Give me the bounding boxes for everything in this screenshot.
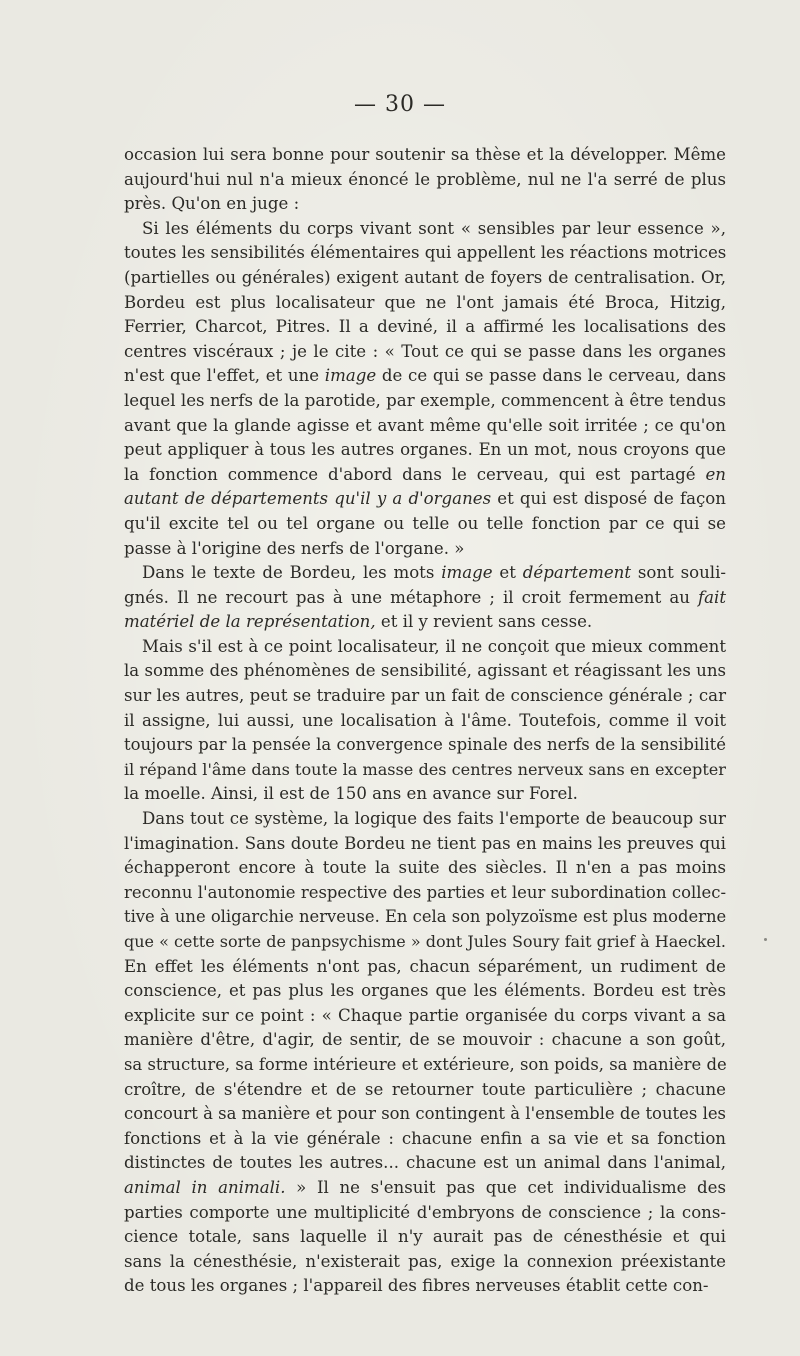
italic-text: fait bbox=[697, 587, 726, 607]
italic-text: image bbox=[441, 563, 493, 583]
text-run: que « cette sorte de panpsychisme » dont Jules Soury fait grief à Haeckel. bbox=[124, 932, 726, 951]
text-line bbox=[124, 364, 726, 389]
text-run: peut appliquer à tous les autres organes. En un mot, nous croyons que bbox=[124, 440, 726, 460]
text-run: occasion lui sera bonne pour soutenir sa thèse et la développer. Même bbox=[124, 145, 726, 164]
text-run: il répand l'âme dans toute la masse des centres nerveux sans en excepter bbox=[124, 759, 726, 779]
text-line bbox=[124, 684, 726, 709]
text-line bbox=[124, 635, 726, 660]
text-line bbox=[124, 832, 726, 857]
text-run: Si les éléments du corps vivant sont « sensibles par leur essence », bbox=[142, 218, 726, 238]
text-line bbox=[124, 709, 726, 734]
text-run: aujourd'hui nul n'a mieux énoncé le problème, nul ne l'a serré de plus bbox=[124, 169, 726, 189]
text-run: Ferrier, Charcot, Pitres. Il a deviné, il a affirmé les localisations des bbox=[124, 317, 726, 337]
text-line bbox=[124, 586, 726, 611]
text-line bbox=[124, 537, 726, 562]
italic-text: en bbox=[705, 464, 726, 484]
text-run: Bordeu est plus localisateur que ne l'ont jamais été Broca, Hitzig, bbox=[124, 292, 726, 312]
text-line bbox=[124, 340, 726, 365]
text-run: qu'il excite tel ou tel organe ou telle ou telle fonction par ce qui se bbox=[124, 513, 726, 533]
text-run: » Il ne s'ensuit pas que cet individualisme des bbox=[285, 1177, 726, 1197]
text-line bbox=[124, 1250, 726, 1275]
text-run: cience totale, sans laquelle il n'y aurait pas de cénesthésie et qui bbox=[124, 1227, 726, 1247]
text-run: sont souli- bbox=[631, 563, 726, 583]
text-line bbox=[124, 782, 726, 807]
text-run: explicite sur ce point : « Chaque partie organisée du corps vivant a sa bbox=[124, 1005, 726, 1025]
text-line bbox=[124, 487, 726, 512]
text-line bbox=[124, 1102, 726, 1127]
text-run: concourt à sa manière et pour son contingent à l'ensemble de toutes les bbox=[124, 1104, 726, 1124]
text-run: de tous les organes ; l'appareil des fibres nerveuses établit cette con- bbox=[124, 1276, 709, 1296]
text-line bbox=[124, 758, 726, 783]
text-line bbox=[124, 1078, 726, 1103]
text-line bbox=[124, 733, 726, 758]
text-line bbox=[124, 512, 726, 537]
text-line bbox=[124, 979, 726, 1004]
text-run: sa structure, sa forme intérieure et extérieure, son poids, sa manière de bbox=[124, 1054, 727, 1074]
text-run: gnés. Il ne recourt pas à une métaphore ; il croit fermement au bbox=[124, 587, 698, 607]
text-run: de ce qui se passe dans le cerveau, dans bbox=[376, 366, 726, 386]
body-text bbox=[124, 143, 726, 1299]
text-line bbox=[124, 1053, 726, 1078]
text-line bbox=[124, 315, 726, 340]
text-line bbox=[124, 955, 726, 980]
text-line bbox=[124, 610, 726, 635]
text-run: En effet les éléments n'ont pas, chacun séparément, un rudiment de bbox=[124, 956, 726, 976]
italic-text: image bbox=[324, 366, 377, 386]
text-line bbox=[124, 1151, 726, 1176]
text-run: croître, de s'étendre et de se retourner toute particulière ; chacune bbox=[124, 1079, 726, 1099]
text-line bbox=[124, 217, 726, 242]
text-run: la fonction commence d'abord dans le cerveau, qui est partagé bbox=[124, 464, 706, 484]
text-run: Mais s'il est à ce point localisateur, il ne conçoit que mieux comment bbox=[142, 636, 726, 656]
text-run: lequel les nerfs de la parotide, par exemple, commencent à être tendus bbox=[124, 390, 726, 410]
text-line bbox=[124, 266, 726, 291]
text-line bbox=[124, 856, 726, 881]
text-line bbox=[124, 1176, 726, 1201]
text-run: sans la cénesthésie, n'existerait pas, exige la connexion préexistante bbox=[124, 1251, 726, 1271]
text-line bbox=[124, 930, 726, 955]
text-run: et qui est disposé de façon bbox=[491, 489, 726, 509]
paper-speck bbox=[764, 938, 767, 941]
text-run: Dans tout ce système, la logique des faits l'emporte de beaucoup sur bbox=[142, 809, 726, 829]
text-line bbox=[124, 1274, 726, 1299]
text-line bbox=[124, 463, 726, 488]
text-run: centres viscéraux ; je le cite : « Tout ce qui se passe dans les organes bbox=[124, 341, 726, 361]
text-line bbox=[124, 438, 726, 463]
italic-text: matériel de la représentation, bbox=[124, 612, 376, 632]
text-run: l'imagination. Sans doute Bordeu ne tient pas en mains les preuves qui bbox=[124, 833, 726, 853]
text-run: avant que la glande agisse et avant même qu'elle soit irritée ; ce qu'on bbox=[124, 415, 726, 435]
text-line bbox=[124, 659, 726, 684]
text-run: échapperont encore à toute la suite des siècles. Il n'en a pas moins bbox=[124, 858, 726, 878]
text-line bbox=[124, 389, 726, 414]
text-run: tive à une oligarchie nerveuse. En cela son polyzoïsme est plus moderne bbox=[124, 907, 727, 927]
text-run: passe à l'origine des nerfs de l'organe. » bbox=[124, 538, 465, 558]
text-run: (partielles ou générales) exigent autant de foyers de centralisation. Or, bbox=[124, 267, 726, 287]
text-run: n'est que l'effet, et une bbox=[124, 366, 325, 386]
text-run: et il y revient sans cesse. bbox=[375, 612, 593, 632]
italic-text: autant de départements qu'il y a d'organes bbox=[124, 489, 492, 509]
text-run: fonctions et à la vie générale : chacune enfin a sa vie et sa fonction bbox=[124, 1128, 726, 1148]
text-line bbox=[124, 168, 726, 193]
text-line bbox=[124, 905, 726, 930]
text-run: et bbox=[492, 563, 523, 583]
text-line bbox=[124, 192, 726, 217]
text-run: manière d'être, d'agir, de sentir, de se mouvoir : chacune a son goût, bbox=[124, 1030, 726, 1050]
text-run: la moelle. Ainsi, il est de 150 ans en avance sur Forel. bbox=[124, 784, 578, 804]
text-line bbox=[124, 1201, 726, 1226]
italic-text: animal in animali. bbox=[124, 1177, 286, 1197]
text-run: sur les autres, peut se traduire par un fait de conscience générale ; car bbox=[124, 686, 726, 706]
text-run: il assigne, lui aussi, une localisation à l'âme. Toutefois, comme il voit bbox=[124, 710, 726, 730]
text-line bbox=[124, 1225, 726, 1250]
text-run: reconnu l'autonomie respective des parties et leur subordination collec- bbox=[124, 882, 726, 902]
text-run: distinctes de toutes les autres... chacune est un animal dans l'animal, bbox=[124, 1153, 726, 1173]
text-run: près. Qu'on en juge : bbox=[124, 194, 300, 214]
text-line bbox=[124, 1028, 726, 1053]
italic-text: département bbox=[522, 563, 632, 583]
text-run: toutes les sensibilités élémentaires qui appellent les réactions motrices bbox=[124, 243, 727, 263]
text-line bbox=[124, 241, 726, 266]
text-line bbox=[124, 414, 726, 439]
text-run: Dans le texte de Bordeu, les mots bbox=[142, 563, 442, 583]
text-line bbox=[124, 143, 726, 168]
text-line bbox=[124, 291, 726, 316]
text-line bbox=[124, 1004, 726, 1029]
text-run: toujours par la pensée la convergence spinale des nerfs de la sensibilité bbox=[124, 735, 726, 755]
page-number: — 30 — bbox=[354, 92, 446, 117]
text-run: conscience, et pas plus les organes que les éléments. Bordeu est très bbox=[124, 981, 726, 1001]
text-line bbox=[124, 881, 726, 906]
text-line bbox=[124, 561, 726, 586]
text-line bbox=[124, 807, 726, 832]
text-run: la somme des phénomènes de sensibilité, agissant et réagissant les uns bbox=[124, 661, 726, 681]
text-run: parties comporte une multiplicité d'embryons de conscience ; la cons- bbox=[124, 1202, 726, 1222]
text-line bbox=[124, 1127, 726, 1152]
